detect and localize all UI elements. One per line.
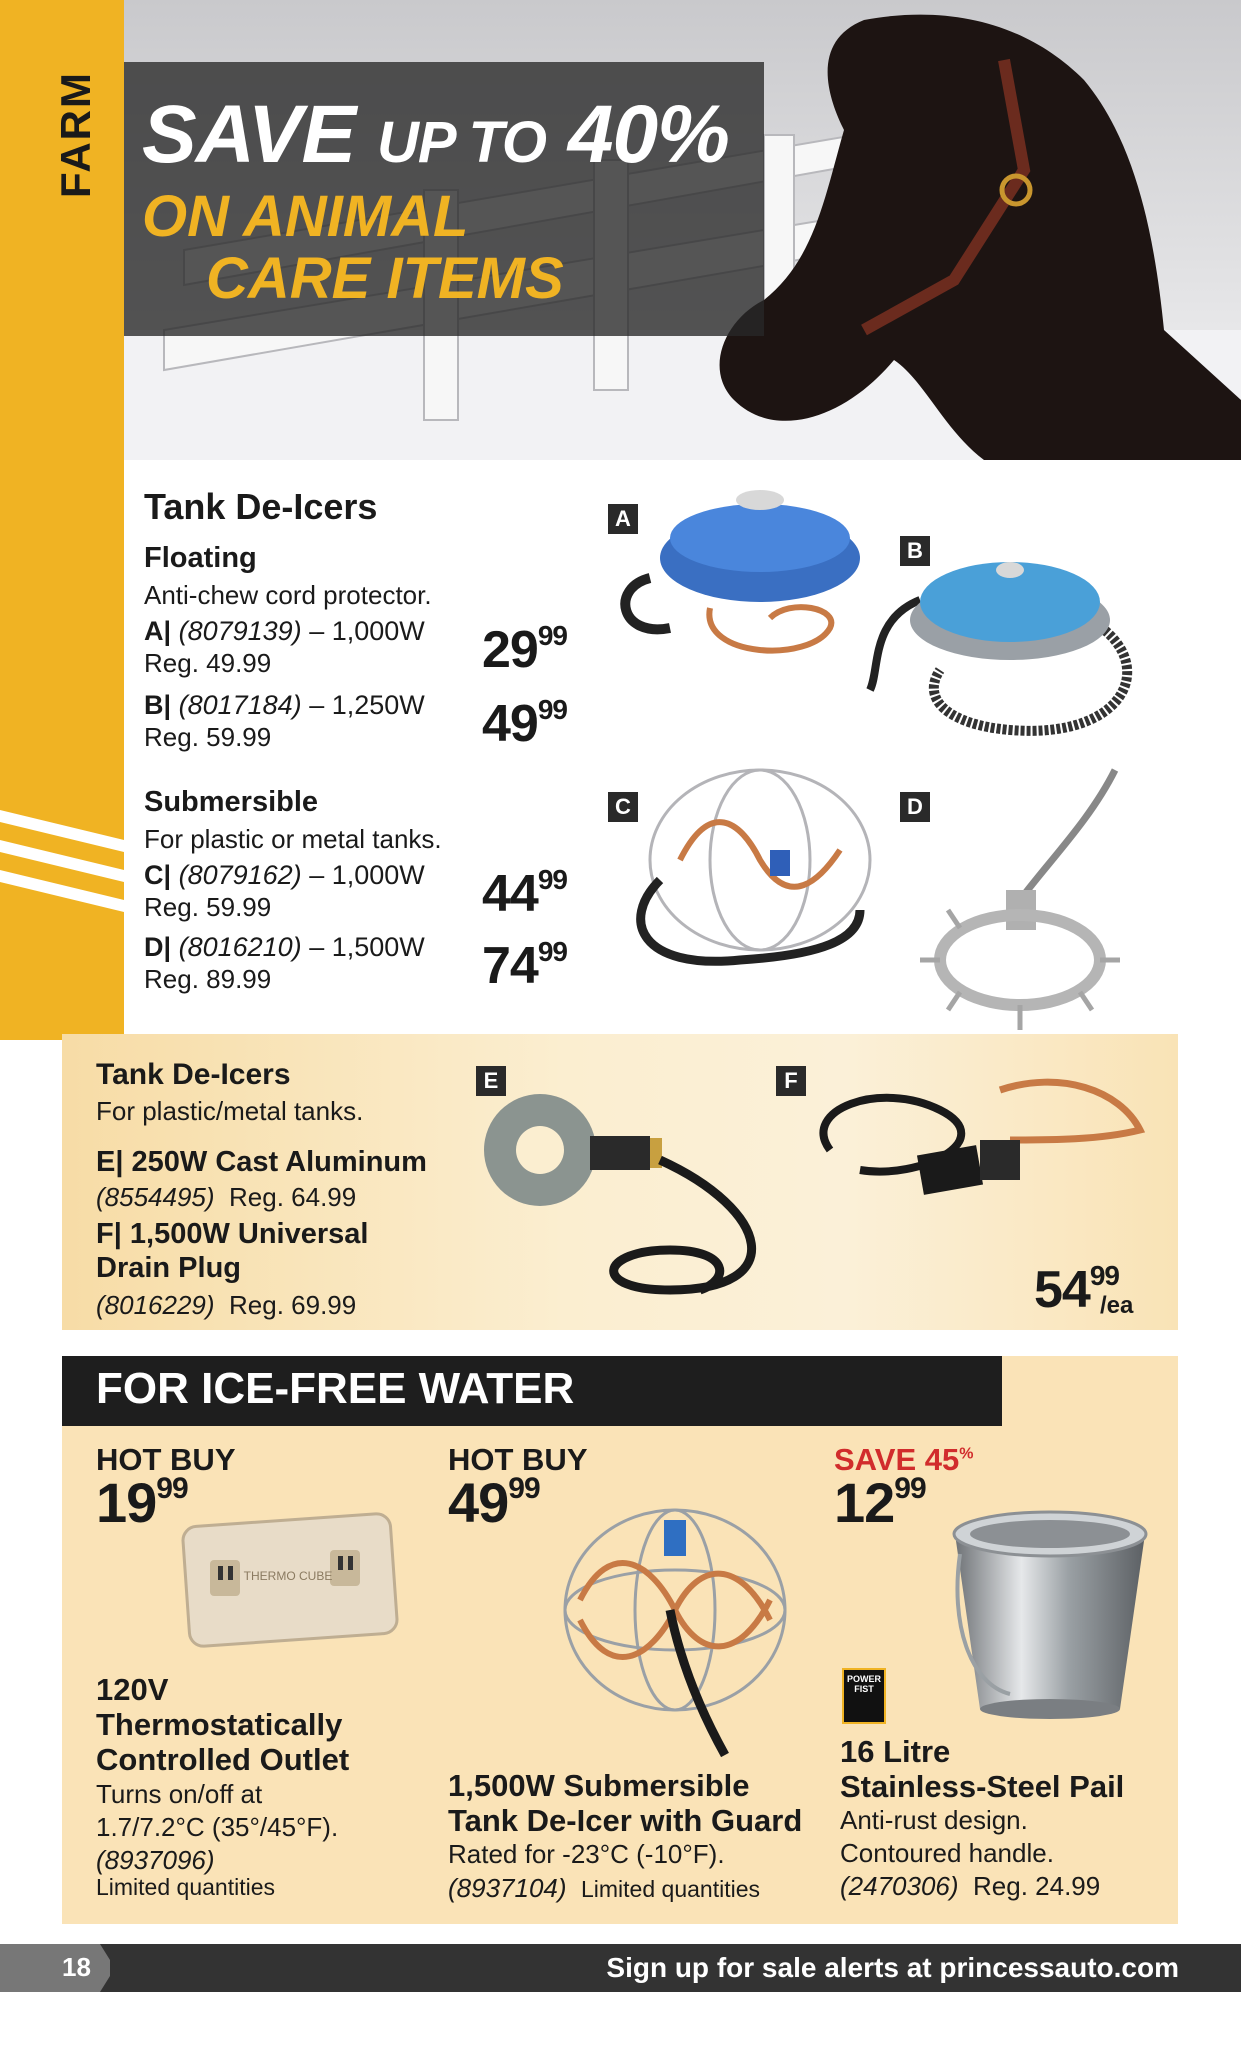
product-1-price-cents: 99 <box>156 1472 188 1505</box>
product-3-tag-pct: % <box>959 1445 974 1463</box>
product-2-sku: (8937104) <box>448 1873 567 1903</box>
item-d-price-cents: 99 <box>537 936 567 967</box>
product-3-sku: (2470306) <box>840 1871 959 1901</box>
item-e-reg: Reg. 64.99 <box>229 1182 357 1212</box>
item-b-price <box>482 694 567 754</box>
hero-up-to: UP TO <box>377 110 547 175</box>
item-e-details <box>96 1182 356 1213</box>
thermo-outlet-image <box>180 1510 400 1650</box>
product-3-name-line-1: 16 Litre <box>840 1734 951 1769</box>
item-a-letter: A| <box>144 616 172 646</box>
item-b-sku: (8017184) <box>178 690 302 720</box>
hero-headline <box>142 88 729 182</box>
item-a-price-dollars: 29 <box>482 621 538 679</box>
stainless-pail-image <box>940 1504 1160 1724</box>
page-number: 18 <box>62 1952 91 1982</box>
item-e-sku: (8554495) <box>96 1182 215 1212</box>
item-b-letter: B| <box>144 690 172 720</box>
outlet-brand-text: THERMO CUBE <box>243 1569 333 1583</box>
product-1-name-line-2: Thermostatically <box>96 1707 343 1742</box>
item-a-line <box>144 616 425 647</box>
product-1-desc-line-1: Turns on/off at <box>96 1779 263 1809</box>
badge-e: E <box>476 1066 506 1096</box>
item-b-price-dollars: 49 <box>482 695 538 753</box>
item-d-sku: (8016210) <box>178 932 302 962</box>
product-1-price <box>96 1470 188 1535</box>
item-a-sku: (8079139) <box>178 616 302 646</box>
drain-plug-de-icer-f-image <box>800 1070 1160 1230</box>
product-1-name-line-1: 120V <box>96 1672 169 1707</box>
submersible-de-icer-d-image <box>920 760 1160 1040</box>
item-c-sku: (8079162) <box>178 860 302 890</box>
item-f-name-1: F| 1,500W Universal <box>96 1218 369 1250</box>
item-c-price-dollars: 44 <box>482 865 538 923</box>
banner-stripes <box>900 1356 1010 1426</box>
product-3-desc-line-1: Anti-rust design. <box>840 1805 1028 1835</box>
ice-free-banner-title: FOR ICE-FREE WATER <box>96 1364 575 1413</box>
item-c-letter: C| <box>144 860 172 890</box>
product-3-tag-text: SAVE 45 <box>834 1442 960 1477</box>
item-c-line <box>144 860 425 891</box>
item-b-spec: – 1,250W <box>301 690 425 720</box>
farm-label-text: FARM <box>52 71 99 198</box>
product-1-note: Limited quantities <box>96 1874 275 1900</box>
item-d-spec: – 1,500W <box>301 932 425 962</box>
badge-c: C <box>608 792 638 822</box>
product-2-tag: HOT BUY <box>448 1442 588 1477</box>
power-fist-logo-line-2: FIST <box>854 1684 874 1694</box>
product-3-desc <box>840 1804 1100 1903</box>
product-2-name-line-2: Tank De-Icer with Guard <box>448 1803 803 1838</box>
submersible-desc: For plastic or metal tanks. <box>144 824 442 854</box>
hero-line-2: ON ANIMAL <box>142 184 469 249</box>
item-e-name: E| 250W Cast Aluminum <box>96 1146 427 1178</box>
product-3-price-cents: 99 <box>894 1472 926 1505</box>
product-3-name <box>840 1734 1124 1804</box>
decorative-stripes <box>0 800 124 950</box>
panel-price-unit: /ea <box>1100 1292 1134 1319</box>
product-1-desc-line-2: 1.7/7.2°C (35°/45°F). <box>96 1812 339 1842</box>
product-1-tag: HOT BUY <box>96 1442 236 1477</box>
item-d-price-dollars: 74 <box>482 937 538 995</box>
power-fist-logo-line-1: POWER <box>846 1674 881 1684</box>
floating-de-icer-a-image <box>610 488 870 668</box>
footer-sale-alerts-link[interactable]: Sign up for sale alerts at princessauto.com <box>606 1952 1179 1983</box>
product-2-desc: Rated for -23°C (-10°F). <box>448 1839 725 1869</box>
item-b-line <box>144 690 425 721</box>
product-3-name-line-2: Stainless-Steel Pail <box>840 1769 1125 1804</box>
badge-d: D <box>900 792 930 822</box>
footer-page-tab <box>0 1944 110 1992</box>
item-f-sku: (8016229) <box>96 1290 215 1320</box>
product-2-price <box>448 1470 540 1535</box>
item-f-name-2: Drain Plug <box>96 1252 242 1284</box>
panel-title: Tank De-Icers <box>96 1058 291 1091</box>
hero-line-3: CARE ITEMS <box>206 246 564 311</box>
farm-label <box>40 60 100 210</box>
item-a-reg: Reg. 49.99 <box>144 648 272 678</box>
product-1-name <box>96 1672 349 1777</box>
product-3-details <box>840 1870 1100 1903</box>
panel-price-dollars: 54 <box>1034 1261 1090 1319</box>
item-c-spec: – 1,000W <box>301 860 425 890</box>
hero-percent: 40% <box>567 89 729 180</box>
product-3-price <box>834 1470 926 1535</box>
power-fist-logo <box>842 1668 886 1724</box>
item-d-line <box>144 932 425 963</box>
item-a-price <box>482 620 567 680</box>
product-2-name <box>448 1768 802 1838</box>
item-f-details <box>96 1290 356 1321</box>
submersible-heading: Submersible <box>144 786 319 818</box>
product-1-name-line-3: Controlled Outlet <box>96 1742 350 1777</box>
product-2-name-line-1: 1,500W Submersible <box>448 1768 750 1803</box>
item-b-reg: Reg. 59.99 <box>144 722 272 752</box>
item-d-price <box>482 936 567 996</box>
item-d-reg: Reg. 89.99 <box>144 964 272 994</box>
item-c-price-cents: 99 <box>537 864 567 895</box>
floating-heading: Floating <box>144 542 257 574</box>
hero-save: SAVE <box>142 89 356 180</box>
panel-desc: For plastic/metal tanks. <box>96 1096 364 1126</box>
product-2-price-cents: 99 <box>508 1472 540 1505</box>
product-2-details <box>448 1872 760 1906</box>
submersible-de-icer-c-image <box>620 760 880 980</box>
submersible-guard-image <box>550 1500 800 1760</box>
product-3-desc-line-2: Contoured handle. <box>840 1838 1054 1868</box>
product-1-sku: (8937096) <box>96 1845 215 1875</box>
product-3-price-dollars: 12 <box>834 1471 895 1534</box>
cast-aluminum-de-icer-e-image <box>470 1090 800 1310</box>
item-c-price <box>482 864 567 924</box>
item-c-reg: Reg. 59.99 <box>144 892 272 922</box>
item-a-price-cents: 99 <box>537 620 567 651</box>
product-2-note: Limited quantities <box>581 1876 760 1902</box>
floating-de-icer-b-image <box>860 540 1160 740</box>
item-a-spec: – 1,000W <box>301 616 425 646</box>
item-f-reg: Reg. 69.99 <box>229 1290 357 1320</box>
product-1-desc <box>96 1778 338 1877</box>
badge-b: B <box>900 536 930 566</box>
badge-f: F <box>776 1066 806 1096</box>
item-b-price-cents: 99 <box>537 694 567 725</box>
panel-price-cents: 99 <box>1089 1260 1119 1291</box>
product-3-reg: Reg. 24.99 <box>973 1871 1101 1901</box>
product-1-price-dollars: 19 <box>96 1471 157 1534</box>
hero-subheadline <box>142 186 564 310</box>
product-2-price-dollars: 49 <box>448 1471 509 1534</box>
floating-desc: Anti-chew cord protector. <box>144 580 432 610</box>
item-d-letter: D| <box>144 932 172 962</box>
section-title-tank-de-icers: Tank De-Icers <box>144 486 378 527</box>
badge-a: A <box>608 504 638 534</box>
